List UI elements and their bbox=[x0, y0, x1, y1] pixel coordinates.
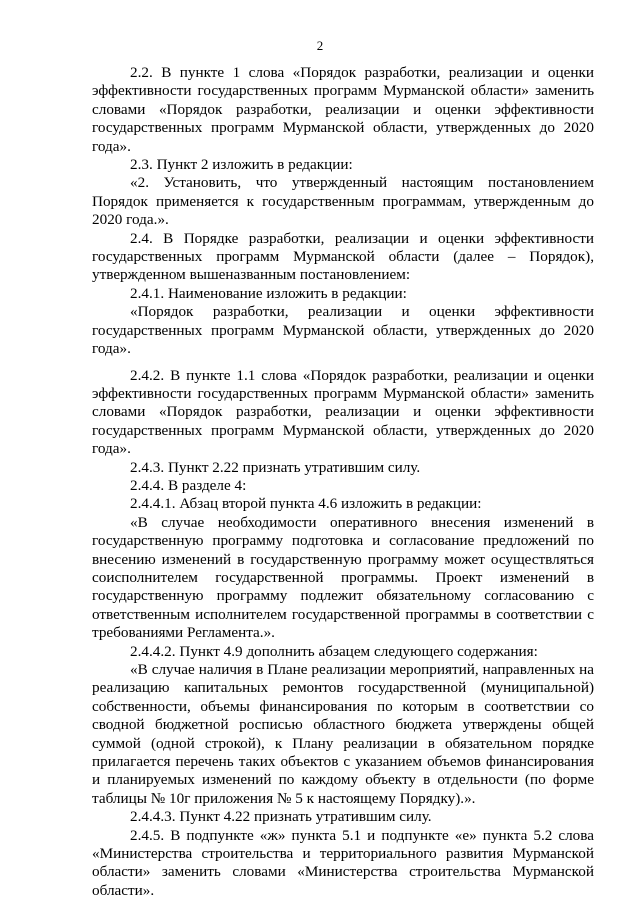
paragraph-2-4-4-1: 2.4.4.1. Абзац второй пункта 4.6 изложить в редакции: bbox=[130, 495, 482, 513]
paragraph-2-3-quote: «2. Установить, что утвержденный настоящим постановлением Порядок применяется к государственным программам, утвержденным до 2020 года.». bbox=[92, 174, 594, 229]
paragraph-2-4-5: 2.4.5. В подпункте «ж» пункта 5.1 и подпункте «е» пункта 5.2 слова «Министерства строительства и территориального развития Мурманской области» заменить словами «Министерства строительства Мурманской области». bbox=[92, 826, 594, 899]
paragraph-2-4-1-quote: «Порядок разработки, реализации и оценки эффективности государственных программ Мурманской области, утвержденных до 2020 года». bbox=[92, 303, 594, 358]
paragraph-2-4-1: 2.4.1. Наименование изложить в редакции: bbox=[130, 284, 407, 302]
paragraph-2-4-4-2-quote: «В случае наличия в Плане реализации мероприятий, направленных на реализацию капитальных ремонтов государственной (муниципальной) собственности, объемы финансирования по которым в соответствии со сводной бюджетной росписью областного бюджета утверждены общей суммой (одной строкой), к Плану реализации в обязательном порядке прилагается перечень таких объектов с указанием объемов финансирования и планируемых изменений по каждому объекту в отдельности (по форме таблицы № 10г приложения № 5 к настоящему Порядку).». bbox=[92, 661, 594, 807]
page-number: 2 bbox=[316, 38, 324, 53]
document-body bbox=[92, 64, 594, 900]
paragraph-2-4-4-2: 2.4.4.2. Пункт 4.9 дополнить абзацем следующего содержания: bbox=[130, 642, 538, 660]
paragraph-2-4-4: 2.4.4. В разделе 4: bbox=[130, 476, 247, 494]
paragraph-2-2: 2.2. В пункте 1 слова «Порядок разработки, реализации и оценки эффективности государственных программ Мурманской области» заменить словами «Порядок разработки, реализации и оценки эффективности государственных программ Мурманской области, утвержденных до 2020 года». bbox=[92, 64, 594, 155]
paragraph-2-4-4-3: 2.4.4.3. Пункт 4.22 признать утратившим силу. bbox=[130, 808, 432, 826]
paragraph-2-4-2: 2.4.2. В пункте 1.1 слова «Порядок разработки, реализации и оценки эффективности государственных программ Мурманской области» заменить словами «Порядок разработки, реализации и оценки эффективности государственных программ Мурманской области, утвержденных до 2020 года». bbox=[92, 366, 594, 458]
paragraph-2-4-3: 2.4.3. Пункт 2.22 признать утратившим силу. bbox=[130, 458, 421, 476]
paragraph-2-4-4-1-quote: «В случае необходимости оперативного внесения изменений в государственную программу подготовка и согласование предложений по внесению изменений в государственную программу может осуществляться соисполнителем государственной программы. Проект изменений в государственную программу подлежит обязательному согласованию с ответственным исполнителем государственной программы в соответствии с требованиями Регламента.». bbox=[92, 513, 594, 642]
paragraph-2-3: 2.3. Пункт 2 изложить в редакции: bbox=[130, 156, 353, 174]
paragraph-2-4: 2.4. В Порядке разработки, реализации и оценки эффективности государственных программ Мурманской области (далее – Порядок), утвержденном вышеназванным постановлением: bbox=[92, 229, 594, 284]
